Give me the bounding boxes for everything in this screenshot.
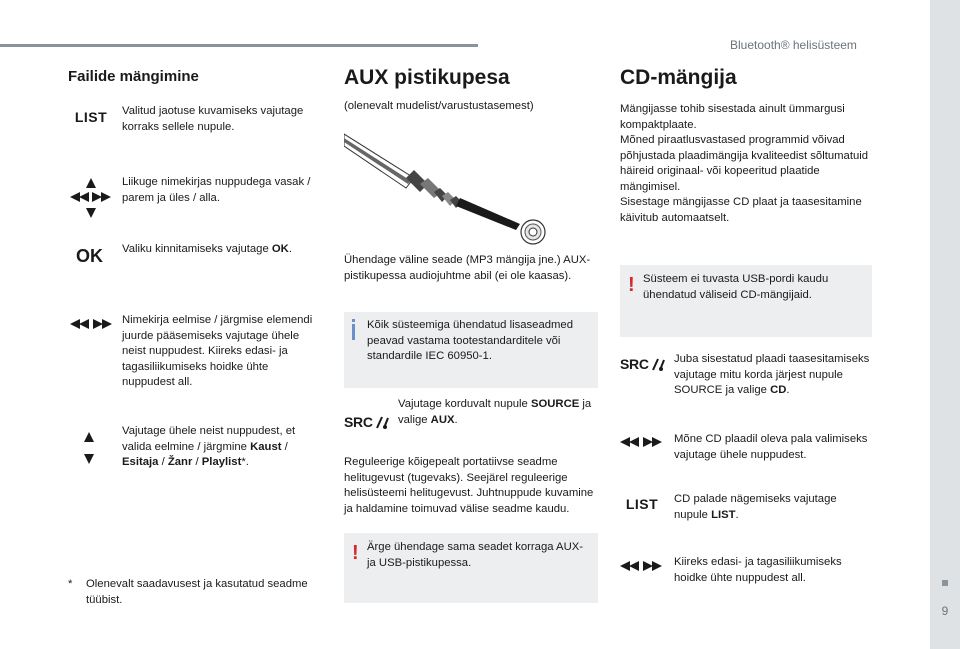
info-icon [352, 324, 355, 340]
left-right-arrows-icon [70, 319, 112, 331]
col1-item-prevnext-text: Nimekirja eelmise / järgmise elemendi juurde pääsemiseks vajutage ühele neist nuppudest. Kiireks edasi- ja tagasiliikumiseks hoidke ühte nuppudest all. [122, 314, 313, 388]
footnote-mark: * [68, 578, 73, 590]
ok-icon: OK [76, 246, 103, 266]
col2-subtitle: (olenevalt mudelist/varustustasemest) [344, 100, 534, 112]
warning-icon: ! [352, 542, 359, 564]
col1-item-ok-text: Valiku kinnitamiseks vajutage OK. [122, 243, 292, 255]
col1-title: Failide mängimine [68, 68, 199, 85]
col3-item-source-text: Juba sisestatud plaadi taasesitamiseks vajutage mitu korda järjest nupule SOURCE ja valige CD. [674, 353, 870, 396]
four-arrows-icon [70, 178, 112, 220]
list-icon: LIST [74, 109, 108, 125]
aux-jack-illustration [344, 126, 554, 246]
src-slash-note-icon [375, 414, 391, 430]
source-icon: SRC [344, 414, 391, 430]
warning-note-aux [344, 533, 598, 603]
up-down-arrows-icon [84, 432, 96, 466]
left-right-arrows-icon [620, 437, 662, 449]
info-note [344, 312, 598, 388]
page-sidebar [930, 0, 960, 649]
page-marker [942, 580, 948, 586]
col3-title: CD-mängija [620, 66, 737, 89]
info-note-text: Kõik süsteemiga ühendatud lisaseadmed peavad vastama tootestandarditele või standardile IEC 60950-1. [367, 319, 573, 362]
header-title: Bluetooth® helisüsteem [730, 38, 857, 52]
warning-note-cd [620, 265, 872, 337]
warning-note-cd-text: Süsteem ei tuvasta USB-pordi kaudu ühendatud väliseid CD-mängijaid. [643, 273, 829, 301]
col1-item-folder-text: Vajutage ühele neist nuppudest, et valida eelmine / järgmine Kaust / Esitaja / Žanr / Playlist*. [122, 425, 296, 468]
col1-item-nav-text: Liikuge nimekirjas nuppudega vasak / parem ja üles / alla. [122, 176, 311, 204]
col2-title: AUX pistikupesa [344, 66, 510, 89]
header-rule [0, 44, 478, 47]
list-icon: LIST [625, 496, 659, 512]
col1-item-list-text: Valitud jaotuse kuvamiseks vajutage korraks sellele nupule. [122, 105, 304, 133]
col3-item-fastforward-text: Kiireks edasi- ja tagasiliikumiseks hoidke ühte nuppudest all. [674, 556, 842, 584]
src-slash-note-icon [651, 356, 667, 372]
col2-source-text: Vajutage korduvalt nupule SOURCE ja valige AUX. [398, 398, 592, 426]
col2-para2: Reguleerige kõigepealt portatiivse seadme helitugevust (tugevaks). Seejärel reguleerige helisüsteemi helitugevust. Juhtnuppude kuvamine ja haldamine toimuvad välise seadme kaudu. [344, 456, 594, 515]
col3-para: Mängijasse tohib sisestada ainult ümmargusi kompaktplaate. Mõned piraatlusvastased programmid võivad põhjustada plaadimängija kvaliteedist sõltumatuid häireid originaal- või kopeeritud plaatide mängimisel. Sisestage mängijasse CD plaat ja taasesitamine käivitub automaatselt. [620, 103, 869, 224]
col3-item-list-text: CD palade nägemiseks vajutage nupule LIST. [674, 493, 837, 521]
warning-note-aux-text: Ärge ühendage sama seadet korraga AUX-ja USB-pistikupessa. [367, 541, 584, 569]
warning-icon: ! [628, 274, 635, 296]
page-number: 9 [941, 604, 949, 618]
col2-para1: Ühendage väline seade (MP3 mängija jne.) AUX-pistikupessa audiojuhtme abil (ei ole kaasas). [344, 254, 591, 282]
footnote-text: Olenevalt saadavusest ja kasutatud seadme tüübist. [86, 578, 308, 606]
col3-item-track-text: Mõne CD plaadil oleva pala valimiseks vajutage ühele nuppudest. [674, 433, 868, 461]
source-icon: SRC [620, 356, 667, 372]
left-right-arrows-icon [620, 561, 662, 573]
